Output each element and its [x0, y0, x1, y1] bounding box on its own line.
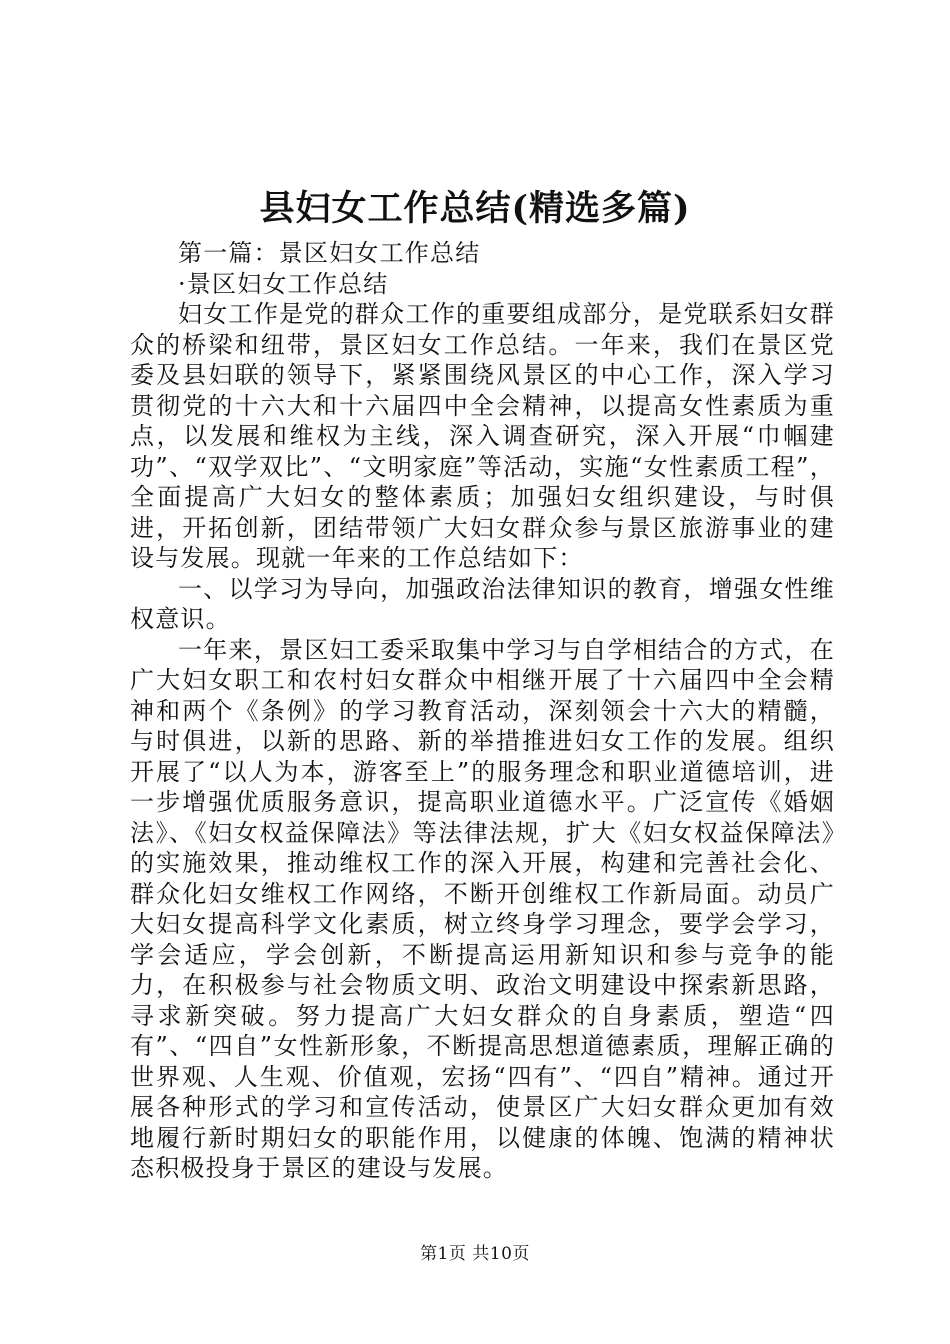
page-number: 第1页 共10页: [420, 1244, 530, 1264]
document-title: 县妇女工作总结(精选多篇): [259, 188, 691, 229]
section-heading: 第一篇：景区妇女工作总结: [178, 239, 481, 267]
paragraph-intro: 妇女工作是党的群众工作的重要组成部分，是党联系妇女群众的桥梁和纽带，景区妇女工作总结。一年来，我们在景区党委及县妇联的领导下，紧紧围绕风景区的中心工作，深入学习贯彻党的十六大和十六届四中全会精神，以提高女性素质为重点，以发展和维权为主线，深入调查研究，深入开展“巾帼建功”、“双学双比”、“文明家庭”等活动，实施“女性素质工程”，全面提高广大妇女的整体素质；加强妇女组织建设，与时俱进，开拓创新，团结带领广大妇女群众参与景区旅游事业的建设与发展。现就一年来的工作总结如下：: [130, 300, 835, 572]
paragraph-body-one: 一年来，景区妇工委采取集中学习与自学相结合的方式，在广大妇女职工和农村妇女群众中相继开展了十六届四中全会精神和两个《条例》的学习教育活动，深刻领会十六大的精髓，与时俱进，以新的思路、新的举措推进妇女工作的发展。组织开展了“以人为本，游客至上”的服务理念和职业道德培训，进一步增强优质服务意识，提高职业道德水平。广泛宣传《婚姻法》、《妇女权益保障法》等法律法规，扩大《妇女权益保障法》的实施效果，推动维权工作的深入开展，构建和完善社会化、群众化妇女维权工作网络，不断开创维权工作新局面。动员广大妇女提高科学文化素质，树立终身学习理念，要学会学习，学会适应，学会创新，不断提高运用新知识和参与竞争的能力，在积极参与社会物质文明、政治文明建设中探索新思路，寻求新突破。努力提高广大妇女群众的自身素质，塑造“四有”、“四自”女性新形象，不断提高思想道德素质，理解正确的世界观、人生观、价值观，宏扬“四有”、“四自”精神。通过开展各种形式的学习和宣传活动，使景区广大妇女群众更加有效地履行新时期妇女的职能作用，以健康的体魄、饱满的精神状态积极投身于景区的建设与发展。: [130, 635, 835, 1182]
paragraph-heading-one: 一、以学习为导向，加强政治法律知识的教育，增强女性维权意识。: [130, 574, 835, 633]
document-body: [130, 238, 835, 1184]
bullet-heading: ·景区妇女工作总结: [178, 269, 389, 298]
